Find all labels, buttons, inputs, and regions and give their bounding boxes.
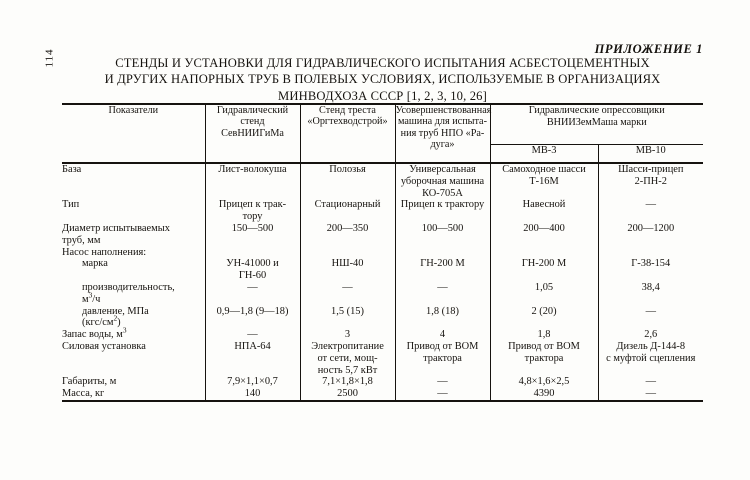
- row-value: [395, 247, 490, 259]
- row-value: 4390: [490, 388, 598, 401]
- row-value: 1,05: [490, 282, 598, 306]
- row-value: Лист-волокуша: [205, 163, 300, 199]
- row-label: Габариты, м: [62, 376, 117, 388]
- row-label: давление, МПа $(кгс/см^2)$: [82, 305, 149, 329]
- row-value: —: [300, 282, 395, 306]
- page-title: [62, 55, 703, 104]
- table-row: [62, 388, 703, 401]
- table-row: [62, 376, 703, 388]
- row-value: —: [598, 199, 703, 223]
- row-label: Насос наполнения:: [62, 246, 147, 258]
- row-label: Диаметр испытываемых труб, мм: [62, 222, 170, 246]
- row-value: —: [395, 282, 490, 306]
- header-group-vniizemmash-l2: ВНИИЗемМаша марки: [546, 116, 647, 128]
- row-value: 1,8 (18): [395, 306, 490, 330]
- row-value: 2,6: [598, 329, 703, 341]
- header-col-sevniigim: [205, 104, 300, 163]
- row-value: 2500: [300, 388, 395, 401]
- row-value: —: [598, 376, 703, 388]
- page-title-line-1: СТЕНДЫ И УСТАНОВКИ ДЛЯ ГИДРАВЛИЧЕСКОГО ИСПЫТАНИЯ АСБЕСТОЦЕМЕНТНЫХ: [115, 56, 650, 70]
- row-label: производительность, $м^3/ч$: [82, 281, 175, 305]
- row-value: 200—350: [300, 223, 395, 247]
- row-value: Самоходное шасси Т-16М: [490, 163, 598, 199]
- table-body: [62, 163, 703, 401]
- header-col-raduga-l3: ния труб НПО «Ра-: [400, 127, 485, 139]
- row-value: 0,9—1,8 (9—18): [205, 306, 300, 330]
- row-value: —: [205, 282, 300, 306]
- table-row: [62, 306, 703, 330]
- row-value: Прицеп к трактору: [395, 199, 490, 223]
- row-value: Универсальная уборочная машина КО-705А: [395, 163, 490, 199]
- row-label: Тип: [62, 199, 80, 211]
- appendix-label: ПРИЛОЖЕНИЕ 1: [594, 42, 703, 56]
- row-value: Привод от ВОМ трактора: [395, 341, 490, 376]
- header-indicators: Показатели: [62, 104, 205, 163]
- row-value: УН-41000 и ГН-60: [205, 258, 300, 282]
- row-value: [490, 247, 598, 259]
- header-col-sevniigim-l2: стенд: [240, 116, 265, 128]
- table-row: [62, 329, 703, 341]
- row-value: [300, 247, 395, 259]
- header-col-raduga: [395, 104, 490, 163]
- header-col-orgtekhvodstroy-l2: «Оргтехводстрой»: [307, 116, 388, 128]
- table-row: [62, 258, 703, 282]
- header-row-main: [62, 104, 703, 145]
- row-value: —: [598, 388, 703, 401]
- table-row: [62, 341, 703, 376]
- page-title-line-2: И ДРУГИХ НАПОРНЫХ ТРУБ В ПОЛЕВЫХ УСЛОВИЯХ, ИСПОЛЬЗУЕМЫЕ В ОРГАНИЗАЦИЯХ: [104, 72, 661, 87]
- table-row: [62, 247, 703, 259]
- page-number: 114: [43, 48, 56, 68]
- row-value: 7,1×1,8×1,8: [300, 376, 395, 388]
- row-value: 100—500: [395, 223, 490, 247]
- row-label: Силовая установка: [62, 340, 146, 352]
- table-row: [62, 223, 703, 247]
- header-col-raduga-l2: машина для испыта-: [398, 116, 487, 128]
- row-value: 1,5 (15): [300, 306, 395, 330]
- row-label: Масса, кг: [62, 388, 205, 401]
- row-label: База: [62, 164, 82, 175]
- specifications-table-container: [62, 103, 703, 402]
- header-group-vniizemmash-l1: Гидравлические опрессовщики: [528, 105, 665, 116]
- row-value: 2 (20): [490, 306, 598, 330]
- row-value: 140: [205, 388, 300, 401]
- row-value: Дизель Д-144-8 с муфтой сцепления: [598, 341, 703, 376]
- row-value: Навесной: [490, 199, 598, 223]
- header-col-sevniigim-l1: Гидравлический: [216, 105, 289, 116]
- row-value: 7,9×1,1×0,7: [205, 376, 300, 388]
- row-value: 200—1200: [598, 223, 703, 247]
- row-value: 150—500: [205, 223, 300, 247]
- row-value: 4: [395, 329, 490, 341]
- row-value: Прицеп к трак- тору: [205, 199, 300, 223]
- row-value: [205, 247, 300, 259]
- header-sub-mv3: МВ-3: [490, 145, 598, 163]
- row-value: [598, 247, 703, 259]
- page-title-line-3: МИНВОДХОЗА СССР [1, 2, 3, 10, 26]: [278, 88, 487, 103]
- specifications-table: [62, 103, 703, 402]
- header-col-orgtekhvodstroy-l1: Стенд треста: [319, 105, 376, 116]
- row-value: 200—400: [490, 223, 598, 247]
- row-value: 3: [300, 329, 395, 341]
- row-value: Полозья: [300, 163, 395, 199]
- row-value: НШ-40: [300, 258, 395, 282]
- table-row: [62, 199, 703, 223]
- row-value: Электропитание от сети, мощ- ность 5,7 кВт: [300, 341, 395, 376]
- row-value: —: [205, 329, 300, 341]
- row-value: Стационарный: [300, 199, 395, 223]
- row-value: —: [598, 306, 703, 330]
- row-value: ГН-200 М: [395, 258, 490, 282]
- row-value: НПА-64: [205, 341, 300, 376]
- row-value: Г-38-154: [598, 258, 703, 282]
- table-row: [62, 163, 703, 199]
- header-sub-mv10: МВ-10: [598, 145, 703, 163]
- row-value: 1,8: [490, 329, 598, 341]
- row-value: 38,4: [598, 282, 703, 306]
- row-value: Шасси-прицеп 2-ПН-2: [598, 163, 703, 199]
- row-label: Запас воды, $м^3$: [62, 325, 127, 341]
- header-col-orgtekhvodstroy: [300, 104, 395, 163]
- table-row: [62, 282, 703, 306]
- header-col-sevniigim-l3: СевНИИГиМа: [221, 127, 284, 139]
- row-value: 4,8×1,6×2,5: [490, 376, 598, 388]
- row-value: —: [395, 376, 490, 388]
- header-col-raduga-l4: дуга»: [430, 139, 455, 151]
- header-col-raduga-l1: Усовершенствованная: [395, 105, 492, 116]
- row-label: марка: [82, 258, 108, 270]
- row-value: Привод от ВОМ трактора: [490, 341, 598, 376]
- row-value: ГН-200 М: [490, 258, 598, 282]
- row-value: —: [395, 388, 490, 401]
- header-group-vniizemmash: [490, 104, 703, 145]
- table-header: [62, 104, 703, 163]
